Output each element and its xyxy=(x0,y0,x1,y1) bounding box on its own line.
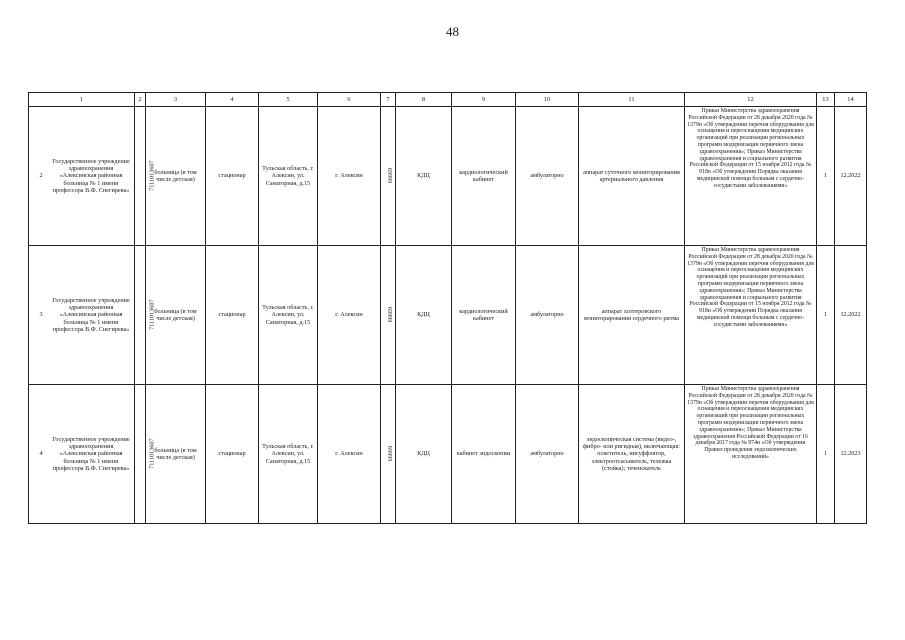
inn-cell xyxy=(135,385,156,524)
col-header: 12 xyxy=(685,93,817,107)
date: 12.2022 xyxy=(835,246,867,385)
address: Тульская область, г. Алексин, ул. Санаторная, д.15 xyxy=(259,246,318,385)
okato-cell xyxy=(381,246,396,385)
inn-code: 7111013607 xyxy=(148,299,156,331)
address: Тульская область, г. Алексин, ул. Санаторная, д.15 xyxy=(259,385,318,524)
equipment: аппарат суточного мониторирования артериального давления xyxy=(579,107,685,246)
facility-type: больница (в том числе детская) xyxy=(146,385,206,524)
organization-name: Государственное учреждение здравоохранения «Алексинская районная больница № 1 имени профессора В.Ф. Снегирева» xyxy=(52,296,130,333)
table-row xyxy=(29,107,867,246)
col-header: 3 xyxy=(146,93,206,107)
table-header-row xyxy=(29,93,867,107)
okato-code: 66669 xyxy=(387,168,395,184)
facility-type: больница (в том числе детская) xyxy=(146,107,206,246)
care-mode: стационар xyxy=(206,385,259,524)
col-header: 10 xyxy=(516,93,579,107)
date: 12.2023 xyxy=(835,385,867,524)
care-condition: амбулаторно xyxy=(516,385,579,524)
okato-code: 66669 xyxy=(387,446,395,462)
organization-name: Государственное учреждение здравоохранения «Алексинская районная больница № 1 имени профессора В.Ф. Снегирева» xyxy=(52,435,130,472)
unit: КДЦ xyxy=(396,246,452,385)
row-number-and-org xyxy=(29,107,135,246)
col-header: 7 xyxy=(381,93,396,107)
col-header: 13 xyxy=(817,93,835,107)
care-condition: амбулаторно xyxy=(516,246,579,385)
cabinet: кардиологический кабинет xyxy=(452,107,516,246)
table-row xyxy=(29,246,867,385)
col-header: 11 xyxy=(579,93,685,107)
city: г. Алексин xyxy=(318,107,381,246)
regulation: Приказ Министерства здравоохранения Российской Федерации от 28 декабря 2020 года № 1379н «Об утверждении перечня оборудования для оснащения и переоснащения медицинских организаций при реализации региональных программ модернизации первичного звена здравоохранения»; Приказ Министерства здравоохранения Российской Федерации от 16 декабря 2017 года № 974н «Об утверждении Правил проведения эндоскопических исследований» xyxy=(685,385,817,524)
facility-type: больница (в том числе детская) xyxy=(146,246,206,385)
quantity: 1 xyxy=(817,107,835,246)
row-number: 3 xyxy=(39,311,43,319)
row-number: 4 xyxy=(39,450,43,458)
unit: КДЦ xyxy=(396,385,452,524)
col-header: 14 xyxy=(835,93,867,107)
row-number-and-org xyxy=(29,385,135,524)
organization-name: Государственное учреждение здравоохранения «Алексинская районная больница № 1 имени профессора В.Ф. Снегирева» xyxy=(52,157,130,194)
regulation: Приказ Министерства здравоохранения Российской Федерации от 28 декабря 2020 года № 1379н «Об утверждении перечня оборудования для оснащения и переоснащения медицинских организаций при реализации региональных программ модернизации первичного звена здравоохранения»; Приказ Министерства здравоохранения и социального развития Российской Федерации от 15 ноября 2012 года № 918н «Об утверждении Порядка оказания медицинской помощи больным с сердечно-сосудистыми заболеваниями» xyxy=(685,246,817,385)
quantity: 1 xyxy=(817,246,835,385)
page-number: 48 xyxy=(446,24,459,39)
table-row xyxy=(29,385,867,524)
col-header: 8 xyxy=(396,93,452,107)
city: г. Алексин xyxy=(318,385,381,524)
address: Тульская область, г. Алексин, ул. Санаторная, д.15 xyxy=(259,107,318,246)
col-header: 5 xyxy=(259,93,318,107)
col-header: 2 xyxy=(135,93,146,107)
city: г. Алексин xyxy=(318,246,381,385)
unit: КДЦ xyxy=(396,107,452,246)
inn-cell xyxy=(135,246,156,385)
col-header: 9 xyxy=(452,93,516,107)
equipment: эндоскопическая система (видео-, фибро- или ригидная), включающая: осветитель, инсуффлятор, электроотсасыватель, тележка (стойка); течеискатель xyxy=(579,385,685,524)
equipment-table xyxy=(28,92,867,524)
cabinet: кабинет эндоскопии xyxy=(452,385,516,524)
date: 12.2022 xyxy=(835,107,867,246)
inn-cell xyxy=(135,107,156,246)
care-condition: амбулаторно xyxy=(516,107,579,246)
equipment: аппарат холтеровского мониторирования сердечного ритма xyxy=(579,246,685,385)
inn-code: 7111013607 xyxy=(148,438,156,470)
col-header: 6 xyxy=(318,93,381,107)
okato-cell xyxy=(381,107,396,246)
inn-code: 7111013607 xyxy=(148,160,156,192)
care-mode: стационар xyxy=(206,107,259,246)
row-number-and-org xyxy=(29,246,135,385)
okato-cell xyxy=(381,385,396,524)
okato-code: 66669 xyxy=(387,307,395,323)
col-header: 1 xyxy=(29,93,135,107)
care-mode: стационар xyxy=(206,246,259,385)
col-header: 4 xyxy=(206,93,259,107)
quantity: 1 xyxy=(817,385,835,524)
row-number: 2 xyxy=(39,172,43,180)
cabinet: кардиологический кабинет xyxy=(452,246,516,385)
regulation: Приказ Министерства здравоохранения Российской Федерации от 28 декабря 2020 года № 1379н «Об утверждении перечня оборудования для оснащения и переоснащения медицинских организаций при реализации региональных программ модернизации первичного звена здравоохранения»; Приказ Министерства здравоохранения и социального развития Российской Федерации от 15 ноября 2012 года № 918н «Об утверждении Порядка оказания медицинской помощи больным с сердечно-сосудистыми заболеваниями» xyxy=(685,107,817,246)
